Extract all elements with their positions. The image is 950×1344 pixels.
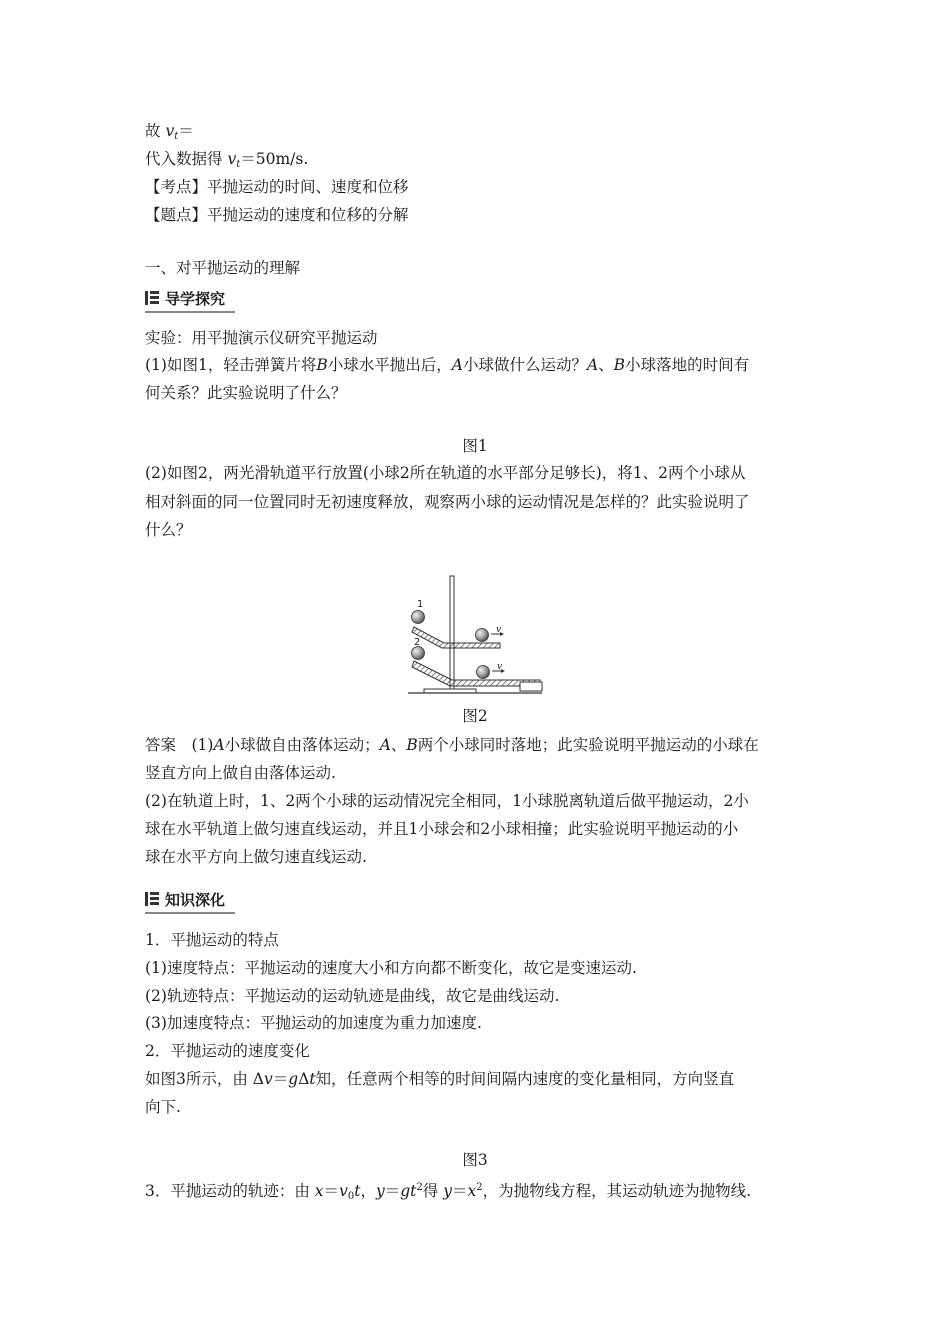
list-icon xyxy=(145,291,159,305)
point1-item1: (1)速度特点：平抛运动的速度大小和方向都不断变化，故它是变速运动. xyxy=(145,959,637,977)
ball-upper-horizontal xyxy=(476,629,489,642)
section-tag-guided: 导学探究 xyxy=(145,285,225,311)
section-heading: 一、对平抛运动的理解 xyxy=(145,259,301,277)
section-tag-knowledge: 知识深化 xyxy=(145,886,225,912)
point1-item3: (3)加速度特点：平抛运动的加速度为重力加速度. xyxy=(145,1014,482,1032)
question1-line1: (1)如图1，轻击弹簧片将B小球水平抛出后，A小球做什么运动？A、B小球落地的时间有 xyxy=(145,356,750,374)
answer-line2: 竖直方向上做自由落体运动. xyxy=(145,764,336,782)
answer-line3: (2)在轨道上时，1、2两个小球的运动情况完全相同，1小球脱离轨道后做平抛运动，2小 xyxy=(145,792,749,810)
point2-title: 2．平抛运动的速度变化 xyxy=(145,1042,310,1060)
formula-line-result: 代入数据得 $v_t=50m/s$. xyxy=(145,150,309,170)
question2-line3: 什么？ xyxy=(145,521,192,539)
question2-line2: 相对斜面的同一位置同时无初速度释放，观察两小球的运动情况是怎样的？此实验说明了 xyxy=(145,493,750,511)
label-2: 2 xyxy=(414,637,421,648)
kaodian-line: 【考点】平抛运动的时间、速度和位移 xyxy=(145,178,409,196)
ball-1 xyxy=(412,611,425,624)
figure1-caption: 图1 xyxy=(462,437,488,455)
question2-line1: (2)如图2，两光滑轨道平行放置(小球2所在轨道的水平部分足够长)，将1、2两个小球从 xyxy=(145,464,746,482)
point1-item2: (2)轨迹特点：平抛运动的运动轨迹是曲线，故它是曲线运动. xyxy=(145,987,560,1005)
answer-line5: 球在水平方向上做匀速直线运动. xyxy=(145,848,367,866)
velocity-label-lower: v xyxy=(497,662,503,672)
label-1: 1 xyxy=(417,599,424,610)
figure2-apparatus xyxy=(400,572,550,696)
ball-2 xyxy=(412,647,425,660)
tidian-line: 【题点】平抛运动的速度和位移的分解 xyxy=(145,206,409,224)
question1-line2: 何关系？此实验说明了什么？ xyxy=(145,384,347,402)
point2-line1: 如图3所示，由 Δv＝gΔt知，任意两个相等的时间间隔内速度的变化量相同，方向竖直 xyxy=(145,1070,735,1088)
section-underline xyxy=(145,311,235,313)
track-support xyxy=(520,682,542,691)
answer-line4: 球在水平轨道上做匀速直线运动，并且1小球会和2小球相撞；此实验说明平抛运动的小 xyxy=(145,820,739,838)
point1-title: 1．平抛运动的特点 xyxy=(145,931,279,949)
point3-line: 3．平抛运动的轨迹：由 $x=v_0t$，$y=gt^2$得 $y=x^2$，为抛物线方程，其运动轨迹为抛物线. xyxy=(145,1182,752,1202)
answer-line1: 答案 (1)A小球做自由落体运动；A、B两个小球同时落地；此实验说明平抛运动的小球在 xyxy=(145,736,759,754)
figure3-caption: 图3 xyxy=(462,1151,488,1169)
velocity-label-upper: v xyxy=(496,625,502,635)
point2-line2: 向下. xyxy=(145,1098,181,1116)
figure2-caption: 图2 xyxy=(462,707,488,725)
experiment-title: 实验：用平抛演示仪研究平抛运动 xyxy=(145,329,378,347)
section-underline xyxy=(145,912,235,914)
list-icon xyxy=(145,892,159,906)
formula-line-vt: 故 $v_t=$ xyxy=(145,122,194,142)
stand-rod xyxy=(450,576,454,690)
ball-lower-horizontal xyxy=(477,666,490,679)
